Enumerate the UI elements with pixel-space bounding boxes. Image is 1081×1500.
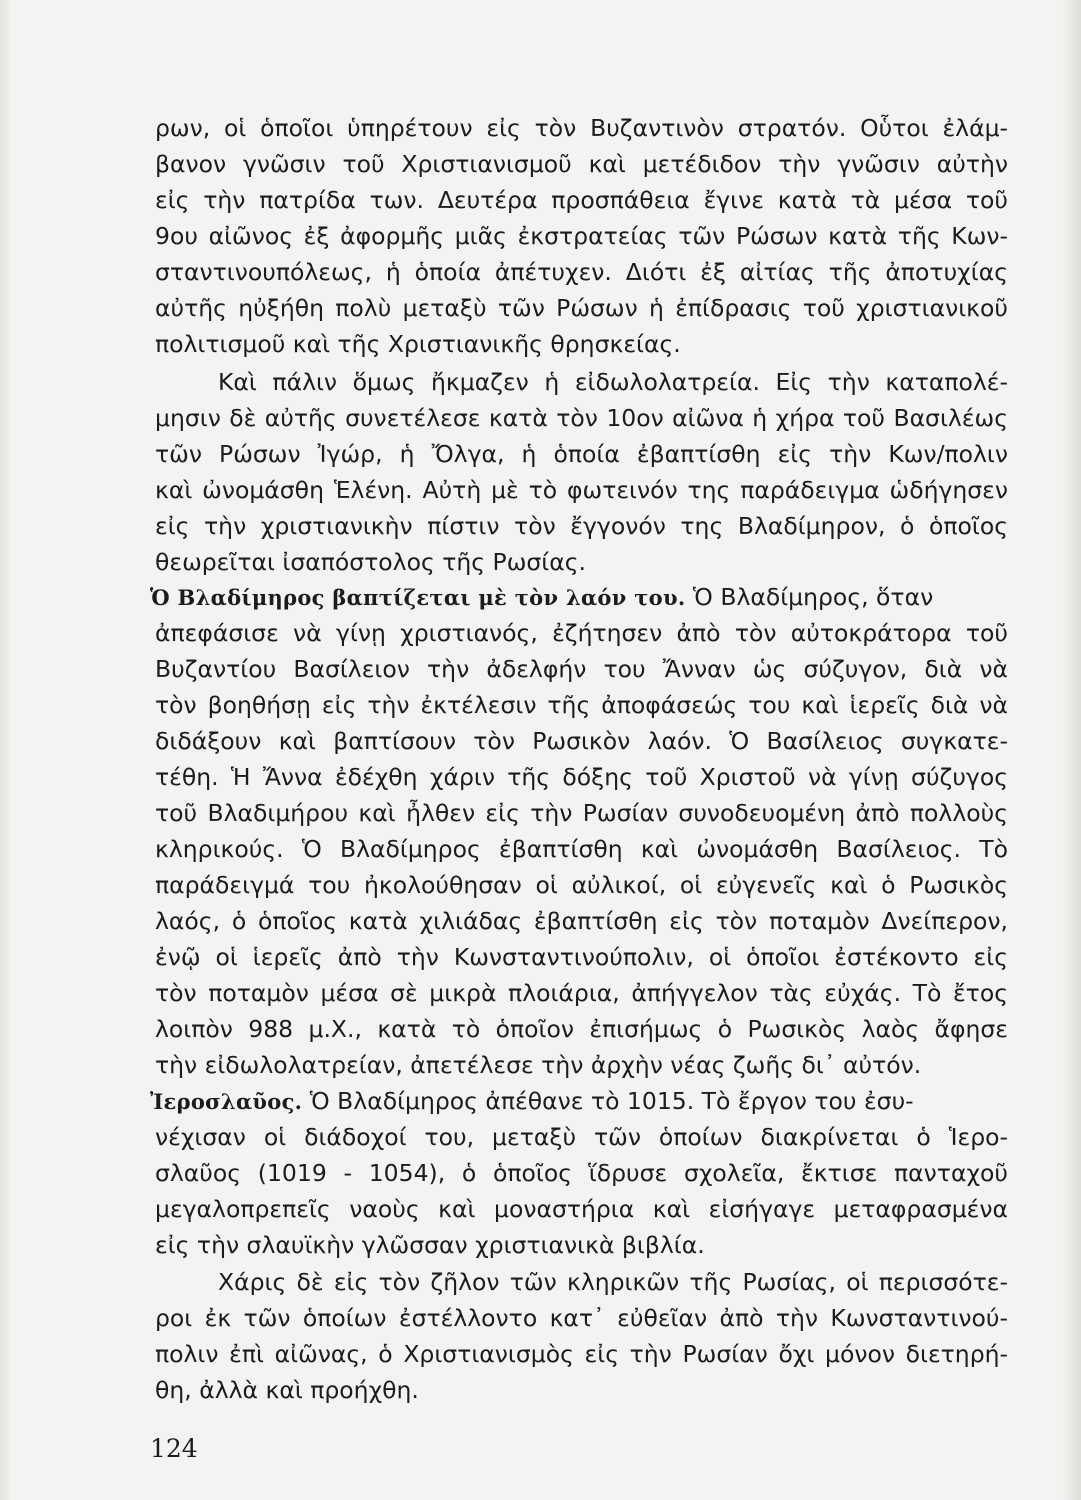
text-line: λοιπὸν 988 μ.Χ., κατὰ τὸ ὁποῖον ἐπισήμως ὁ Ρωσικὸς λαὸς ἄφησε	[155, 1015, 1008, 1043]
text-line: τῶν Ρώσων Ἰγώρ, ἡ Ὄλγα, ἡ ὁποία ἐβαπτίσθη εἰς τὴν Κων/πολιν	[155, 440, 1008, 468]
text-line: τέθη. Ἡ Ἄννα ἐδέχθη χάριν τῆς δόξης τοῦ Χριστοῦ νὰ γίνῃ σύζυγος	[155, 763, 1008, 791]
text-line: θεωρεῖται ἰσαπόστολος τῆς Ρωσίας.	[155, 548, 586, 576]
text-line: τὸν ποταμὸν μέσα σὲ μικρὰ πλοιάρια, ἀπήγγελον τὰς εὐχάς. Τὸ ἔτος	[155, 979, 1008, 1007]
text-line: 9ου αἰῶνος ἐξ ἀφορμῆς μιᾶς ἐκστρατείας τῶν Ρώσων κατὰ τῆς Κων-	[155, 222, 1008, 250]
text-line: λαός, ὁ ὁποῖος κατὰ χιλιάδας ἐβαπτίσθη εἰς τὸν ποταμὸν Δνείπερον,	[155, 907, 1008, 935]
text-line: τὸν βοηθήσῃ εἰς τὴν ἐκτέλεσιν τῆς ἀποφάσεώς του καὶ ἱερεῖς διὰ νὰ	[155, 691, 1008, 719]
page-right-edge-shadow	[1063, 0, 1081, 1500]
text-line: παράδειγμά του ἠκολούθησαν οἱ αὐλικοί, οἱ εὐγενεῖς καὶ ὁ Ρωσικὸς	[155, 871, 1008, 899]
text-line: διδάξουν καὶ βαπτίσουν τὸν Ρωσικὸν λαόν. Ὁ Βασίλειος συγκατε-	[155, 727, 1008, 755]
text-line: Καὶ πάλιν ὅμως ἤκμαζεν ἡ εἰδωλολατρεία. Εἰς τὴν καταπολέ-	[218, 368, 1008, 396]
text-line: εἰς τὴν χριστιανικὴν πίστιν τὸν ἔγγονόν της Βλαδίμηρον, ὁ ὁποῖος	[155, 512, 1008, 540]
section-heading-line	[150, 1084, 1008, 1118]
text-line: τοῦ Βλαδιμήρου καὶ ἦλθεν εἰς τὴν Ρωσίαν συνοδευομένη ἀπὸ πολλοὺς	[155, 799, 1008, 827]
text-line: σταντινουπόλεως, ἡ ὁποία ἀπέτυχεν. Διότι ἐξ αἰτίας τῆς ἀποτυχίας	[155, 258, 1008, 286]
text-line: βανον γνῶσιν τοῦ Χριστιανισμοῦ καὶ μετέδιδον τὴν γνῶσιν αὐτὴν	[155, 150, 1008, 178]
text-line: κληρικούς. Ὁ Βλαδίμηρος ἐβαπτίσθη καὶ ὠνομάσθη Βασίλειος. Τὸ	[155, 835, 1008, 863]
text-line: ρων, οἱ ὁποῖοι ὑπηρέτουν εἰς τὸν Βυζαντινὸν στρατόν. Οὗτοι ἐλάμ-	[155, 114, 1008, 142]
heading-line-text: Ὁ Βλαδίμηρος ἀπέθανε τὸ 1015. Τὸ ἔργον του ἐσυ-	[302, 1087, 914, 1115]
section-heading-yaroslav: Ἰεροσλαῦος.	[150, 1089, 303, 1114]
text-line: μησιν δὲ αὐτῆς συνετέλεσε κατὰ τὸν 10ον αἰῶνα ἡ χήρα τοῦ Βασιλέως	[155, 404, 1008, 432]
text-line: εἰς τὴν σλαυϊκὴν γλῶσσαν χριστιανικὰ βιβλία.	[155, 1231, 705, 1259]
text-line: αὐτῆς ηὐξήθη πολὺ μεταξὺ τῶν Ρώσων ἡ ἐπίδρασις τοῦ χριστιανικοῦ	[155, 294, 1008, 322]
page-left-edge-shadow	[0, 0, 12, 1500]
section-heading-vladimir: Ὁ Βλαδίμηρος βαπτίζεται μὲ τὸν λαόν του.	[150, 585, 686, 610]
text-line: καὶ ὠνομάσθη Ἑλένη. Αὐτὴ μὲ τὸ φωτεινόν της παράδειγμα ὡδήγησεν	[155, 476, 1008, 504]
text-line: μεγαλοπρεπεῖς ναοὺς καὶ μοναστήρια καὶ εἰσήγαγε μεταφρασμένα	[155, 1195, 1008, 1223]
text-line: Βυζαντίου Βασίλειον τὴν ἀδελφήν του Ἄνναν ὡς σύζυγον, διὰ νὰ	[155, 655, 1008, 683]
text-line: πολιτισμοῦ καὶ τῆς Χριστιανικῆς θρησκείας.	[155, 330, 681, 358]
section-heading-line	[150, 580, 1008, 614]
text-line: ἀπεφάσισε νὰ γίνῃ χριστιανός, ἐζήτησεν ἀπὸ τὸν αὐτοκράτορα τοῦ	[155, 619, 1008, 647]
heading-line-text: Ὁ Βλαδίμηρος, ὅταν	[685, 583, 934, 611]
text-line: νέχισαν οἱ διάδοχοί του, μεταξὺ τῶν ὁποίων διακρίνεται ὁ Ἱερο-	[155, 1123, 1008, 1151]
text-line: σλαῦος (1019 - 1054), ὁ ὁποῖος ἵδρυσε σχολεῖα, ἔκτισε πανταχοῦ	[155, 1159, 1008, 1187]
text-line: ἐνῷ οἱ ἱερεῖς ἀπὸ τὴν Κωνσταντινούπολιν, οἱ ὁποῖοι ἐστέκοντο εἰς	[155, 943, 1008, 971]
text-line: πολιν ἐπὶ αἰῶνας, ὁ Χριστιανισμὸς εἰς τὴν Ρωσίαν ὄχι μόνον διετηρή-	[155, 1340, 1008, 1368]
text-line: εἰς τὴν πατρίδα των. Δευτέρα προσπάθεια ἔγινε κατὰ τὰ μέσα τοῦ	[155, 186, 1008, 214]
text-line: ροι ἐκ τῶν ὁποίων ἐστέλλοντο κατ᾽ εὐθεῖαν ἀπὸ τὴν Κωνσταντινού-	[155, 1304, 1008, 1332]
text-line: τὴν εἰδωλολατρείαν, ἀπετέλεσε τὴν ἀρχὴν νέας ζωῆς δι᾽ αὐτόν.	[155, 1051, 922, 1079]
text-line: Χάρις δὲ εἰς τὸν ζῆλον τῶν κληρικῶν τῆς Ρωσίας, οἱ περισσότε-	[218, 1268, 1008, 1296]
text-line: θη, ἀλλὰ καὶ προήχθη.	[155, 1376, 419, 1404]
page-number: 124	[150, 1434, 198, 1463]
